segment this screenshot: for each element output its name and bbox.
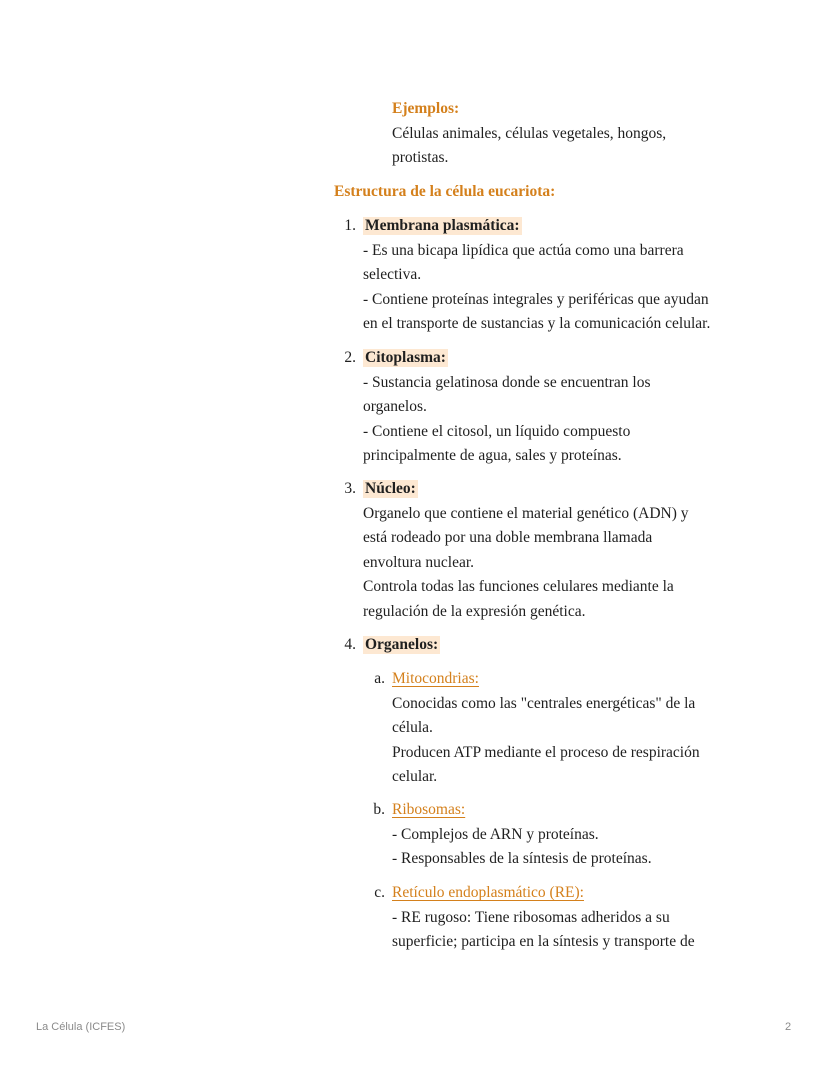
item-line: - Responsables de la síntesis de proteínas. bbox=[392, 850, 652, 867]
item-title: Membrana plasmática: bbox=[365, 217, 520, 234]
item-line: organelos. bbox=[363, 398, 427, 415]
item-line: - RE rugoso: Tiene ribosomas adheridos a su bbox=[392, 908, 670, 926]
item-line: - Sustancia gelatinosa donde se encuentran los bbox=[363, 373, 651, 391]
item-line: selectiva. bbox=[363, 266, 422, 283]
list-item-nucleo bbox=[363, 477, 689, 624]
item-line: Conocidas como las "centrales energéticas" de la bbox=[392, 694, 696, 712]
item-line: celular. bbox=[392, 768, 438, 785]
sublist-letter: a. bbox=[374, 670, 385, 687]
item-line: envoltura nuclear. bbox=[363, 553, 475, 571]
item-title: Núcleo: bbox=[365, 480, 416, 497]
item-line: superficie; participa en la síntesis y transporte de bbox=[392, 933, 695, 950]
footer-doc-title: La Célula (ICFES) bbox=[36, 1021, 126, 1033]
item-line: - Contiene proteínas integrales y periféricas que ayudan bbox=[363, 290, 709, 308]
list-number: 2. bbox=[344, 349, 356, 366]
ribosomas-link[interactable]: Ribosomas: bbox=[392, 801, 466, 818]
subitem-reticulo bbox=[392, 881, 695, 955]
item-title: Citoplasma: bbox=[365, 349, 446, 366]
footer-page-number: 2 bbox=[785, 1021, 792, 1033]
list-number: 3. bbox=[344, 480, 356, 497]
list-item-membrana bbox=[363, 214, 710, 337]
item-line: - Es una bicapa lipídica que actúa como una barrera bbox=[363, 241, 684, 259]
list-item-citoplasma bbox=[363, 346, 651, 469]
item-line: Producen ATP mediante el proceso de respiración bbox=[392, 743, 700, 761]
item-line: célula. bbox=[392, 719, 433, 736]
list-number: 4. bbox=[344, 636, 356, 653]
examples-line: protistas. bbox=[392, 149, 449, 166]
list-number: 1. bbox=[344, 217, 356, 234]
reticulo-link[interactable]: Retículo endoplasmático (RE): bbox=[392, 884, 584, 901]
examples-block bbox=[392, 97, 666, 171]
section-title: Estructura de la célula eucariota: bbox=[334, 183, 556, 200]
item-line: - Contiene el citosol, un líquido compuesto bbox=[363, 422, 631, 440]
item-line: principalmente de agua, sales y proteínas. bbox=[363, 447, 622, 464]
sublist-letter: c. bbox=[374, 884, 385, 901]
item-line: Controla todas las funciones celulares mediante la bbox=[363, 578, 674, 595]
item-line: en el transporte de sustancias y la comunicación celular. bbox=[363, 315, 711, 332]
item-title: Organelos: bbox=[365, 636, 439, 653]
item-line: - Complejos de ARN y proteínas. bbox=[392, 825, 599, 843]
examples-line: Células animales, células vegetales, hongos, bbox=[392, 124, 667, 142]
list-item-organelos bbox=[363, 633, 440, 658]
sublist-letter: b. bbox=[373, 801, 385, 818]
item-line: Organelo que contiene el material genético (ADN) y bbox=[363, 504, 689, 522]
subitem-mitocondrias bbox=[392, 667, 700, 790]
item-line: está rodeado por una doble membrana llamada bbox=[363, 529, 653, 546]
mitocondrias-link[interactable]: Mitocondrias: bbox=[392, 670, 479, 687]
examples-heading: Ejemplos: bbox=[392, 100, 460, 117]
subitem-ribosomas bbox=[392, 798, 652, 872]
item-line: regulación de la expresión genética. bbox=[363, 602, 586, 620]
